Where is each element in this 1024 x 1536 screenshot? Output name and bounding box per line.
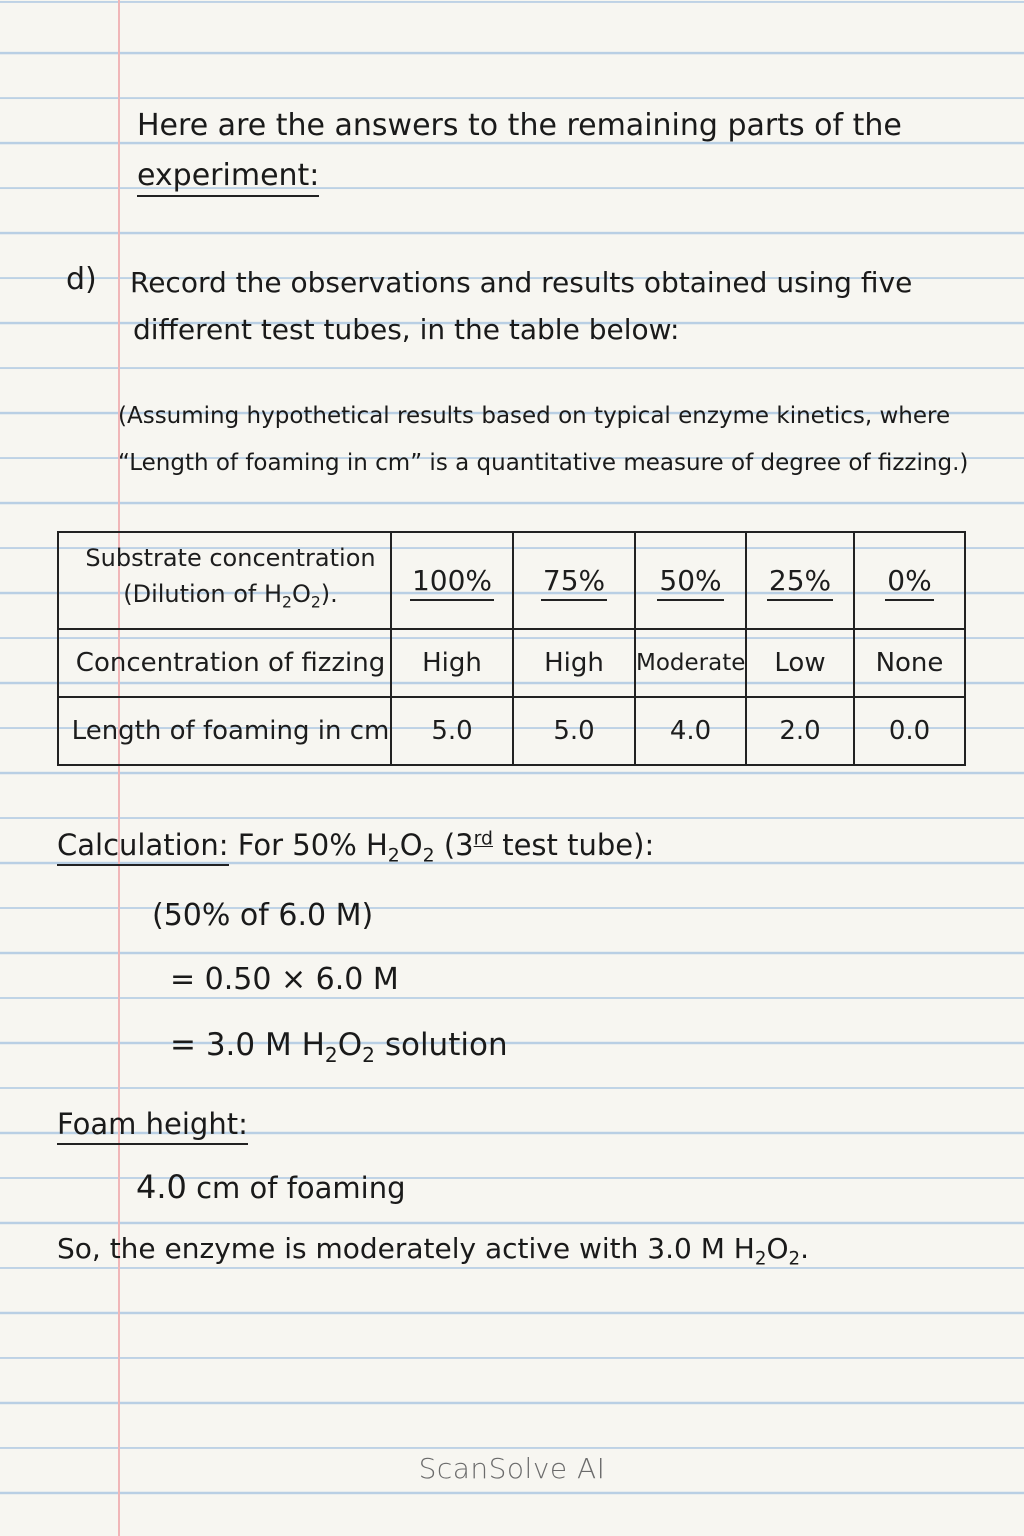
fizzing-cell: High [513, 629, 635, 697]
table-row-substrate [58, 532, 965, 629]
concentration-cell: 25% [746, 532, 854, 629]
foaming-cell: 5.0 [513, 697, 635, 765]
calculation-heading: Calculation: [57, 828, 229, 866]
calculation-step-1: (50% of 6.0 M) [152, 898, 374, 933]
question-label: d) [66, 262, 97, 297]
foam-height-heading: Foam height: [57, 1107, 248, 1145]
fizzing-cell: Moderate [635, 629, 746, 697]
intro-line-2: experiment: [137, 158, 319, 197]
question-line-2: different test tubes, in the table below: [133, 313, 680, 346]
note-line-2: “Length of foaming in cm” is a quantitative measure of degree of fizzing.) [118, 450, 969, 476]
results-table [57, 531, 966, 766]
watermark: ScanSolve AI [418, 1452, 606, 1485]
foaming-cell: 0.0 [854, 697, 965, 765]
question-line-1: Record the observations and results obtained using five [130, 266, 913, 299]
substrate-header-cell [58, 532, 391, 629]
table-row-fizzing [58, 629, 965, 697]
foaming-cell: 4.0 [635, 697, 746, 765]
fizzing-cell: Low [746, 629, 854, 697]
calculation-test-tube: (3rd test tube): [443, 828, 655, 862]
foaming-cell: 2.0 [746, 697, 854, 765]
fizzing-header-cell: Concentration of fizzing [58, 629, 391, 697]
foaming-header-cell: Length of foaming in cm [58, 697, 391, 765]
fizzing-cell: High [391, 629, 513, 697]
substrate-header-line-1: Substrate concentration [85, 544, 376, 573]
calculation-line [57, 828, 654, 867]
calculation-step-3: = 3.0 M $H_2O_2$ solution [170, 1027, 508, 1068]
foaming-cell: 5.0 [391, 697, 513, 765]
intro-line-1: Here are the answers to the remaining parts of the [137, 108, 902, 143]
table-row-foaming [58, 697, 965, 765]
conclusion-line: So, the enzyme is moderately active with 3.0 M $H_2O_2$. [57, 1232, 809, 1270]
substrate-header-line-2: (Dilution of $H_2O_2$). [123, 580, 338, 612]
fizzing-cell: None [854, 629, 965, 697]
calculation-for-text: For 50% $H_2O_2$ [237, 828, 435, 867]
concentration-cell: 50% [635, 532, 746, 629]
note-line-1: (Assuming hypothetical results based on typical enzyme kinetics, where [118, 403, 951, 429]
concentration-cell: 75% [513, 532, 635, 629]
concentration-cell: 0% [854, 532, 965, 629]
notebook-margin-line [118, 0, 120, 1536]
calculation-step-2: = 0.50 × 6.0 M [170, 962, 399, 997]
foam-height-value: 4.0 cm of foaming [136, 1168, 406, 1206]
concentration-cell: 100% [391, 532, 513, 629]
